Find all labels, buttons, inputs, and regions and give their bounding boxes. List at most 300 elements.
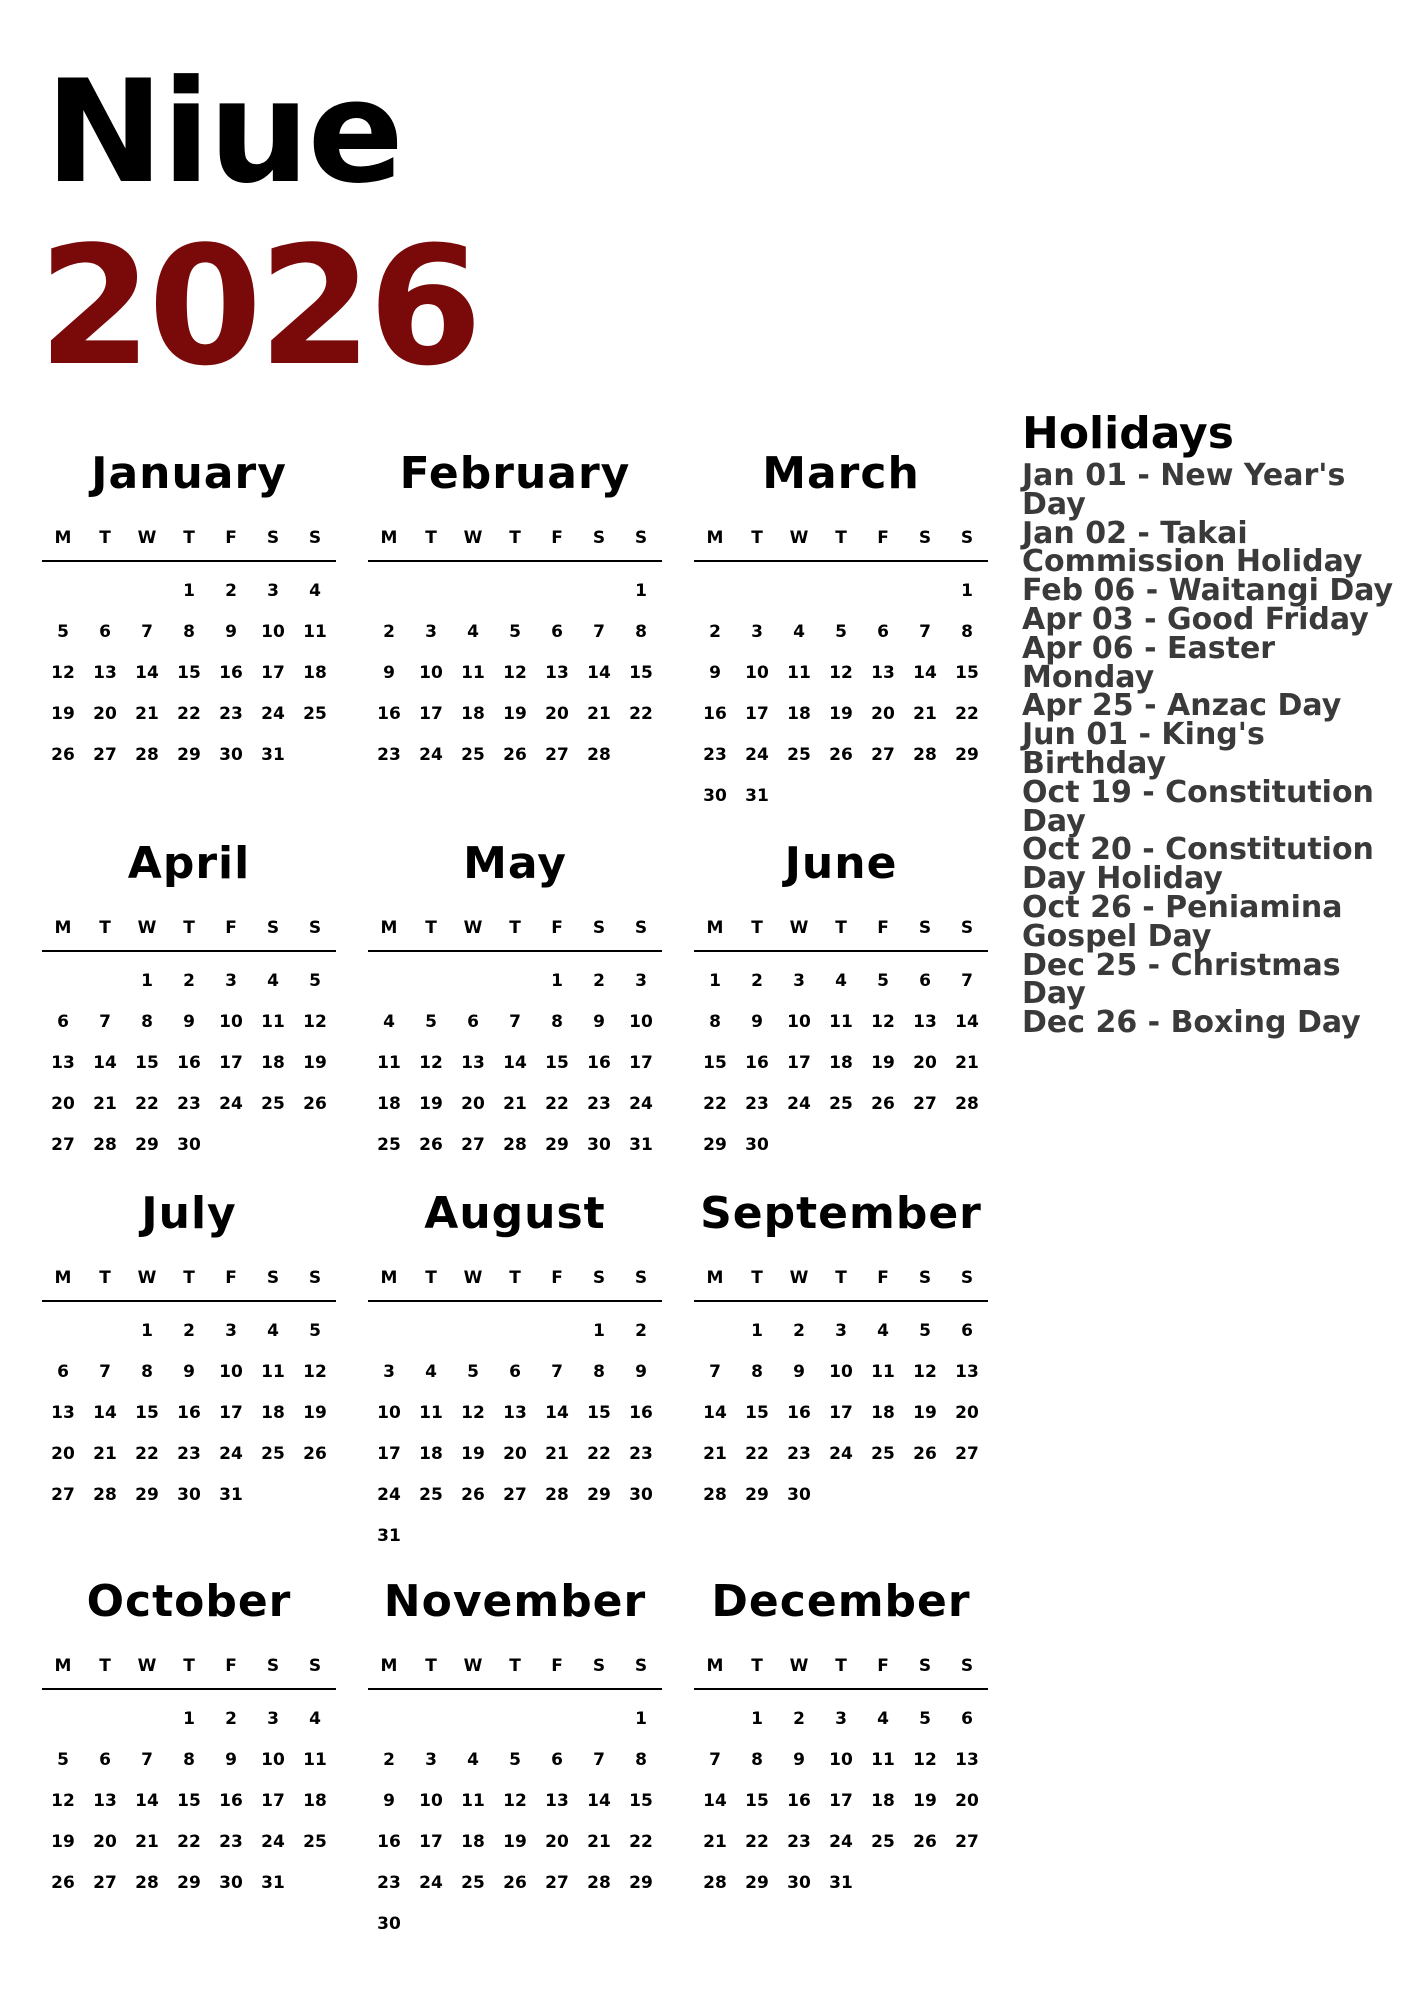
day-cell: 21 [135, 703, 159, 724]
day-cell: 12 [503, 662, 527, 683]
day-cell: 22 [745, 1443, 769, 1464]
day-cell: 2 [793, 1320, 805, 1341]
day-cell: 1 [593, 1320, 605, 1341]
month-november [368, 1568, 662, 1934]
week-row [368, 1310, 662, 1351]
weekday-label: T [99, 918, 111, 938]
weekday-label: M [706, 1268, 724, 1288]
day-cell: 29 [177, 1872, 201, 1893]
day-cell: 16 [177, 1052, 201, 1073]
day-cell: 7 [99, 1361, 111, 1382]
day-cell: 9 [793, 1361, 805, 1382]
weekday-label: W [463, 1268, 483, 1288]
day-cell: 18 [871, 1402, 895, 1423]
week-row [42, 570, 336, 611]
day-cell: 28 [503, 1134, 527, 1155]
day-cell: 26 [503, 744, 527, 765]
day-cell: 4 [877, 1320, 889, 1341]
weekday-label: S [592, 918, 606, 938]
day-cell: 5 [309, 1320, 321, 1341]
day-grid [694, 1690, 988, 1903]
weekday-label: F [551, 918, 563, 938]
day-cell: 10 [261, 621, 285, 642]
weekday-label: S [960, 1268, 974, 1288]
day-cell: 10 [219, 1011, 243, 1032]
day-cell: 4 [267, 970, 279, 991]
week-row [368, 1739, 662, 1780]
day-cell: 6 [99, 1749, 111, 1770]
day-cell: 6 [877, 621, 889, 642]
day-cell: 28 [703, 1484, 727, 1505]
weekday-header [694, 528, 988, 562]
weekday-label: W [463, 918, 483, 938]
day-cell: 19 [303, 1052, 327, 1073]
day-cell: 24 [787, 1093, 811, 1114]
day-cell: 24 [829, 1443, 853, 1464]
week-row [42, 1780, 336, 1821]
week-row [368, 1392, 662, 1433]
day-cell: 30 [219, 744, 243, 765]
day-cell: 30 [787, 1484, 811, 1505]
day-grid [368, 952, 662, 1165]
day-cell: 1 [635, 580, 647, 601]
day-cell: 8 [551, 1011, 563, 1032]
day-cell: 27 [913, 1093, 937, 1114]
day-cell: 13 [51, 1402, 75, 1423]
weekday-label: F [225, 1656, 237, 1676]
holidays-panel [1022, 408, 1402, 1041]
day-cell: 24 [829, 1831, 853, 1852]
day-cell: 17 [419, 1831, 443, 1852]
day-cell: 11 [261, 1011, 285, 1032]
day-cell: 15 [135, 1402, 159, 1423]
day-cell: 9 [225, 1749, 237, 1770]
week-row [368, 1474, 662, 1515]
day-cell: 22 [135, 1443, 159, 1464]
weekday-label: T [183, 1268, 195, 1288]
day-cell: 16 [177, 1402, 201, 1423]
holiday-item: Apr 03 - Good Friday [1022, 601, 1369, 637]
day-cell: 30 [219, 1872, 243, 1893]
weekday-header [368, 1656, 662, 1690]
day-cell: 18 [303, 1790, 327, 1811]
day-cell: 14 [913, 662, 937, 683]
week-row [42, 734, 336, 775]
month-name: September [700, 1188, 982, 1239]
weekday-label: T [751, 1268, 763, 1288]
day-cell: 10 [219, 1361, 243, 1382]
month-name: February [399, 448, 631, 499]
day-cell: 30 [787, 1872, 811, 1893]
day-cell: 2 [709, 621, 721, 642]
weekday-label: T [425, 1656, 437, 1676]
day-cell: 2 [183, 1320, 195, 1341]
weekday-label: S [918, 918, 932, 938]
months-grid [42, 440, 992, 1934]
day-cell: 9 [635, 1361, 647, 1382]
day-cell: 2 [383, 621, 395, 642]
day-cell: 11 [871, 1361, 895, 1382]
day-cell: 9 [383, 662, 395, 683]
month-name: August [424, 1188, 606, 1239]
day-cell: 23 [703, 744, 727, 765]
day-cell: 5 [467, 1361, 479, 1382]
month-march [694, 440, 988, 830]
weekday-label: S [960, 1656, 974, 1676]
holiday-item: Oct 26 - Peniamina Gospel Day [1022, 889, 1343, 954]
weekday-label: W [137, 528, 157, 548]
day-cell: 11 [303, 1749, 327, 1770]
day-cell: 2 [751, 970, 763, 991]
week-row [694, 693, 988, 734]
day-cell: 21 [913, 703, 937, 724]
day-cell: 13 [955, 1361, 979, 1382]
day-cell: 17 [745, 703, 769, 724]
week-row [694, 1780, 988, 1821]
day-cell: 18 [829, 1052, 853, 1073]
day-cell: 29 [745, 1484, 769, 1505]
day-cell: 13 [913, 1011, 937, 1032]
day-cell: 5 [919, 1708, 931, 1729]
day-cell: 7 [593, 621, 605, 642]
weekday-label: T [183, 528, 195, 548]
day-cell: 23 [787, 1831, 811, 1852]
day-cell: 28 [545, 1484, 569, 1505]
day-cell: 14 [93, 1052, 117, 1073]
day-cell: 13 [461, 1052, 485, 1073]
week-row [368, 1698, 662, 1739]
weekday-label: T [835, 1268, 847, 1288]
day-cell: 4 [267, 1320, 279, 1341]
day-cell: 23 [177, 1093, 201, 1114]
day-cell: 7 [99, 1011, 111, 1032]
day-cell: 20 [871, 703, 895, 724]
weekday-label: T [425, 528, 437, 548]
holiday-item: Dec 25 - Christmas Day [1022, 947, 1341, 1012]
day-cell: 30 [177, 1484, 201, 1505]
day-cell: 29 [177, 744, 201, 765]
day-cell: 26 [51, 744, 75, 765]
day-cell: 14 [587, 662, 611, 683]
day-cell: 2 [635, 1320, 647, 1341]
day-cell: 30 [587, 1134, 611, 1155]
day-cell: 20 [93, 1831, 117, 1852]
week-row [42, 1433, 336, 1474]
day-cell: 1 [751, 1708, 763, 1729]
week-row [368, 1001, 662, 1042]
day-cell: 25 [303, 1831, 327, 1852]
week-row [42, 652, 336, 693]
week-row [368, 734, 662, 775]
day-cell: 6 [551, 621, 563, 642]
holiday-item: Jan 01 - New Year's Day [1022, 458, 1346, 522]
day-cell: 23 [177, 1443, 201, 1464]
holiday-item: Apr 25 - Anzac Day [1022, 688, 1342, 724]
day-cell: 9 [793, 1749, 805, 1770]
month-name: October [86, 1576, 292, 1627]
weekday-label: M [380, 1268, 398, 1288]
day-cell: 11 [461, 662, 485, 683]
day-cell: 20 [51, 1443, 75, 1464]
week-row [694, 1042, 988, 1083]
day-cell: 17 [419, 703, 443, 724]
day-cell: 3 [793, 970, 805, 991]
day-cell: 13 [871, 662, 895, 683]
weekday-label: T [835, 528, 847, 548]
week-row [42, 1083, 336, 1124]
day-cell: 20 [545, 703, 569, 724]
weekday-label: S [634, 918, 648, 938]
day-grid [368, 1690, 662, 1944]
day-cell: 9 [183, 1011, 195, 1032]
day-cell: 15 [745, 1402, 769, 1423]
day-cell: 3 [267, 1708, 279, 1729]
day-cell: 31 [377, 1525, 401, 1546]
day-cell: 14 [703, 1402, 727, 1423]
day-cell: 29 [955, 744, 979, 765]
day-cell: 10 [629, 1011, 653, 1032]
day-cell: 21 [545, 1443, 569, 1464]
day-cell: 21 [93, 1443, 117, 1464]
day-cell: 9 [183, 1361, 195, 1382]
day-cell: 14 [545, 1402, 569, 1423]
day-cell: 9 [383, 1790, 395, 1811]
weekday-label: W [789, 918, 809, 938]
year-title: 2026 [38, 211, 479, 402]
day-cell: 3 [425, 1749, 437, 1770]
day-cell: 18 [419, 1443, 443, 1464]
day-cell: 8 [183, 1749, 195, 1770]
day-cell: 2 [183, 970, 195, 991]
weekday-label: M [706, 918, 724, 938]
weekday-label: T [509, 1268, 521, 1288]
day-cell: 3 [835, 1708, 847, 1729]
day-cell: 9 [593, 1011, 605, 1032]
day-cell: 2 [793, 1708, 805, 1729]
day-cell: 24 [219, 1443, 243, 1464]
day-cell: 29 [745, 1872, 769, 1893]
day-cell: 5 [425, 1011, 437, 1032]
day-cell: 14 [135, 662, 159, 683]
week-row [368, 1780, 662, 1821]
day-cell: 12 [303, 1361, 327, 1382]
weekday-header [694, 1656, 988, 1690]
day-cell: 23 [219, 1831, 243, 1852]
day-cell: 25 [303, 703, 327, 724]
day-cell: 18 [377, 1093, 401, 1114]
day-cell: 21 [703, 1443, 727, 1464]
day-cell: 14 [93, 1402, 117, 1423]
day-cell: 23 [787, 1443, 811, 1464]
day-cell: 22 [135, 1093, 159, 1114]
day-cell: 7 [919, 621, 931, 642]
weekday-header [368, 528, 662, 562]
day-cell: 19 [51, 703, 75, 724]
day-cell: 17 [829, 1402, 853, 1423]
day-cell: 17 [219, 1402, 243, 1423]
day-cell: 12 [461, 1402, 485, 1423]
week-row [42, 1862, 336, 1903]
weekday-label: S [266, 528, 280, 548]
day-cell: 6 [57, 1011, 69, 1032]
day-cell: 1 [709, 970, 721, 991]
day-cell: 25 [787, 744, 811, 765]
weekday-label: F [877, 1268, 889, 1288]
week-row [368, 1083, 662, 1124]
week-row [694, 1351, 988, 1392]
day-cell: 10 [829, 1749, 853, 1770]
day-cell: 3 [635, 970, 647, 991]
weekday-label: W [789, 528, 809, 548]
day-cell: 8 [141, 1361, 153, 1382]
day-cell: 7 [551, 1361, 563, 1382]
week-row [42, 1351, 336, 1392]
day-cell: 26 [503, 1872, 527, 1893]
day-cell: 10 [745, 662, 769, 683]
day-cell: 20 [93, 703, 117, 724]
week-row [694, 734, 988, 775]
day-cell: 19 [871, 1052, 895, 1073]
weekday-label: S [308, 1268, 322, 1288]
day-cell: 28 [913, 744, 937, 765]
day-cell: 18 [461, 703, 485, 724]
month-name: December [711, 1576, 971, 1627]
day-cell: 27 [545, 744, 569, 765]
weekday-label: W [137, 918, 157, 938]
month-september [694, 1180, 988, 1568]
day-cell: 31 [261, 1872, 285, 1893]
day-cell: 20 [955, 1790, 979, 1811]
weekday-header [694, 1268, 988, 1302]
weekday-label: M [54, 918, 72, 938]
day-cell: 1 [141, 970, 153, 991]
day-grid [368, 562, 662, 775]
day-cell: 26 [829, 744, 853, 765]
weekday-label: S [918, 1268, 932, 1288]
day-cell: 25 [461, 744, 485, 765]
day-cell: 5 [835, 621, 847, 642]
day-cell: 8 [751, 1749, 763, 1770]
holiday-item: Apr 06 - Easter Monday [1022, 630, 1276, 695]
day-cell: 29 [629, 1872, 653, 1893]
day-cell: 16 [787, 1402, 811, 1423]
month-december [694, 1568, 988, 1908]
day-cell: 4 [793, 621, 805, 642]
week-row [368, 1821, 662, 1862]
day-cell: 28 [135, 744, 159, 765]
week-row [42, 693, 336, 734]
day-cell: 4 [309, 580, 321, 601]
day-grid [694, 952, 988, 1165]
day-cell: 11 [303, 621, 327, 642]
weekday-label: S [918, 528, 932, 548]
day-cell: 6 [919, 970, 931, 991]
day-cell: 30 [177, 1134, 201, 1155]
week-row [694, 775, 988, 816]
day-cell: 6 [467, 1011, 479, 1032]
holiday-item: Jan 02 - Takai Commission Holiday [1022, 515, 1363, 580]
weekday-label: S [266, 918, 280, 938]
week-row [694, 1862, 988, 1903]
day-cell: 8 [141, 1011, 153, 1032]
day-cell: 10 [787, 1011, 811, 1032]
day-cell: 22 [955, 703, 979, 724]
week-row [42, 611, 336, 652]
day-cell: 16 [219, 1790, 243, 1811]
month-july [42, 1180, 336, 1568]
weekday-label: T [425, 1268, 437, 1288]
day-cell: 31 [629, 1134, 653, 1155]
day-cell: 16 [377, 703, 401, 724]
day-cell: 8 [709, 1011, 721, 1032]
day-cell: 12 [829, 662, 853, 683]
holiday-item: Jun 01 - King's Birthday [1022, 717, 1265, 781]
day-cell: 2 [383, 1749, 395, 1770]
day-cell: 16 [219, 662, 243, 683]
day-cell: 6 [961, 1320, 973, 1341]
day-cell: 29 [545, 1134, 569, 1155]
day-cell: 26 [871, 1093, 895, 1114]
weekday-header [42, 1268, 336, 1302]
weekday-header [42, 1656, 336, 1690]
day-cell: 20 [913, 1052, 937, 1073]
day-cell: 24 [219, 1093, 243, 1114]
day-cell: 4 [835, 970, 847, 991]
day-cell: 7 [709, 1749, 721, 1770]
day-cell: 4 [425, 1361, 437, 1382]
day-cell: 9 [709, 662, 721, 683]
weekday-label: F [551, 1656, 563, 1676]
day-cell: 26 [913, 1443, 937, 1464]
day-cell: 3 [383, 1361, 395, 1382]
day-cell: 18 [261, 1052, 285, 1073]
weekday-label: W [463, 528, 483, 548]
day-cell: 19 [503, 1831, 527, 1852]
day-cell: 17 [787, 1052, 811, 1073]
week-row [42, 1698, 336, 1739]
day-cell: 28 [955, 1093, 979, 1114]
day-cell: 28 [135, 1872, 159, 1893]
day-cell: 14 [503, 1052, 527, 1073]
day-cell: 16 [745, 1052, 769, 1073]
day-cell: 19 [829, 703, 853, 724]
day-cell: 25 [377, 1134, 401, 1155]
day-cell: 29 [135, 1134, 159, 1155]
week-row [42, 1310, 336, 1351]
weekday-label: T [509, 528, 521, 548]
day-cell: 18 [461, 1831, 485, 1852]
day-cell: 23 [629, 1443, 653, 1464]
month-october [42, 1568, 336, 1908]
week-row [42, 1001, 336, 1042]
week-row [42, 1474, 336, 1515]
weekday-label: M [706, 528, 724, 548]
day-cell: 25 [261, 1443, 285, 1464]
day-cell: 4 [877, 1708, 889, 1729]
month-name: July [141, 1188, 237, 1239]
week-row [694, 1310, 988, 1351]
weekday-label: T [751, 528, 763, 548]
day-cell: 23 [745, 1093, 769, 1114]
weekday-label: M [380, 918, 398, 938]
day-cell: 30 [745, 1134, 769, 1155]
weekday-label: M [706, 1656, 724, 1676]
day-cell: 18 [871, 1790, 895, 1811]
day-cell: 13 [51, 1052, 75, 1073]
day-grid [42, 952, 336, 1165]
week-row [368, 1903, 662, 1944]
day-cell: 17 [629, 1052, 653, 1073]
